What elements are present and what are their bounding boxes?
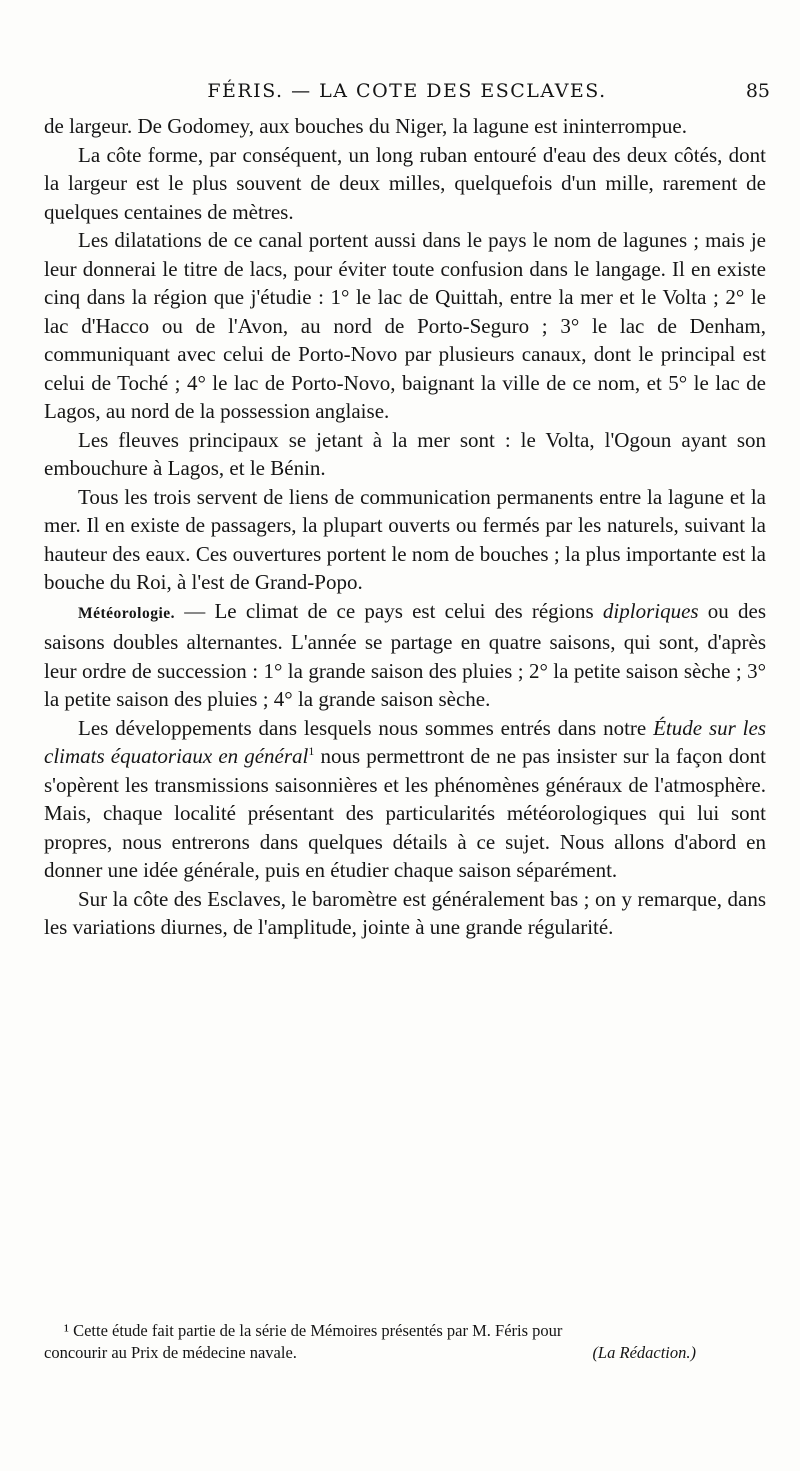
footnote xyxy=(44,1320,766,1364)
page-number: 85 xyxy=(745,80,770,102)
paragraph-6-text-a: — Le climat de ce pays est celui des régions xyxy=(175,598,603,623)
body-text xyxy=(44,112,766,942)
paragraph-5: Tous les trois servent de liens de communication permanents entre la lagune et la mer. Il en existe de passagers, la plupart ouverts ou fermés par les naturels, suivant la hauteur des eaux. Ces ouvertures portent le nom de bouches ; la plus importante est la bouche du Roi, à l'est de Grand-Popo. xyxy=(44,484,766,594)
paragraph-6 xyxy=(44,597,766,714)
footnote-reference: 1 xyxy=(308,744,315,758)
paragraph-7-text-b: nous permettront de ne pas insister sur la façon dont s'opèrent les transmissions saisonnières et les phénomènes généraux de l'atmosphère. Mais, chaque localité présentant des particularités météorologiques qui lui sont propres, nous entrerons dans quelques détails à ce sujet. Nous allons d'abord en donner une idée générale, puis en étudier chaque saison séparément. xyxy=(44,744,766,882)
paragraph-6-emphasis: diploriques xyxy=(602,598,699,623)
section-heading-meteorologie: Météorologie. xyxy=(78,604,176,622)
paragraph-1: de largeur. De Godomey, aux bouches du Niger, la lagune est ininterrompue. xyxy=(44,114,687,138)
paragraph-4: Les fleuves principaux se jetant à la mer sont : le Volta, l'Ogoun ayant son embouchure à Lagos, et le Bénin. xyxy=(44,427,766,480)
running-title: FÉRIS. — LA COTE DES ESCLAVES. xyxy=(207,80,607,102)
paragraph-7-text-a: Les développements dans lesquels nous sommes entrés dans notre xyxy=(78,715,654,740)
paragraph-6-text-b: ou des saisons doubles alternantes. L'année se partage en quatre saisons, qui sont, d'après leur ordre de succession : 1° la grande saison des pluies ; 2° la petite saison sèche ; 3° la petite saison des pluies ; 4° la grande saison sèche. xyxy=(44,598,766,711)
footnote-line-2 xyxy=(44,1342,766,1364)
paragraph-3: Les dilatations de ce canal portent aussi dans le pays le nom de lagunes ; mais je leur donnerai le titre de lacs, pour éviter toute confusion dans le langage. Il en existe cinq dans la région que j'étudie : 1° le lac de Quittah, entre la mer et le Volta ; 2° le lac d'Hacco ou de l'Avon, au nord de Porto-Seguro ; 3° le lac de Denham, communiquant avec celui de Porto-Novo par plusieurs canaux, dont le principal est celui de Toché ; 4° le lac de Porto-Novo, baignant la ville de ce nom, et 5° le lac de Lagos, au nord de la possession anglaise. xyxy=(44,228,766,423)
footnote-signature: (La Rédaction.) xyxy=(592,1343,696,1362)
paragraph-8: Sur la côte des Esclaves, le baromètre est généralement bas ; on y remarque, dans les variations diurnes, de l'amplitude, jointe à une grande régularité. xyxy=(44,886,766,939)
paragraph-7 xyxy=(44,714,766,885)
footnote-marker: ¹ xyxy=(64,1321,69,1340)
running-header xyxy=(44,80,770,110)
footnote-text-1: Cette étude fait partie de la série de Mémoires présentés par M. Féris pour xyxy=(68,1321,563,1340)
footnote-text-2: concourir au Prix de médecine navale. xyxy=(44,1343,297,1362)
paragraph-7-work-title: Étude sur les climats équatoriaux en général xyxy=(44,715,766,768)
paragraph-2: La côte forme, par conséquent, un long ruban entouré d'eau des deux côtés, dont la largeur est le plus souvent de deux milles, quelquefois d'un mille, rarement de quelques centaines de mètres. xyxy=(44,142,766,224)
footnote-line-1 xyxy=(44,1320,766,1342)
